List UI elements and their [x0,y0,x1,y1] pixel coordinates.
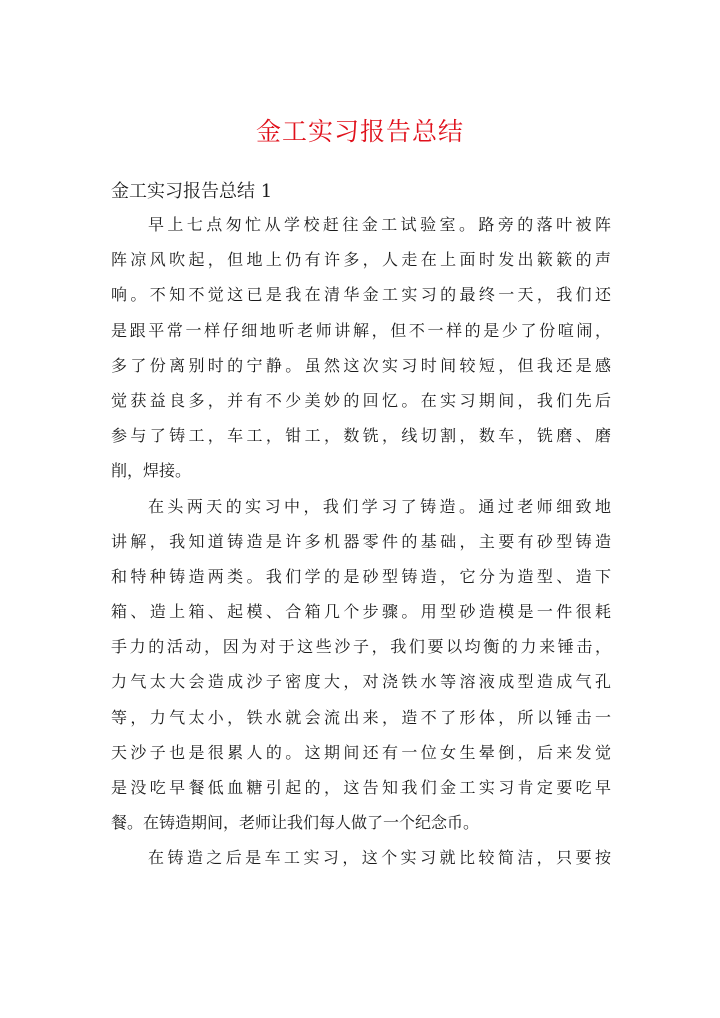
paragraph-line: 是没吃早餐低血糖引起的，这告知我们金工实习肯定要吃早 [111,778,611,797]
paragraph-line: 响。不知不觉这已是我在清华金工实习的最终一天，我们还 [111,285,611,305]
paragraph-line: 阵凉风吹起，但地上仍有许多，人走在上面时发出簌簌的声 [111,250,611,270]
section-heading: 金工实习报告总结 1 [111,181,273,202]
paragraph-line: 天沙子也是很累人的。这期间还有一位女生晕倒，后来发觉 [111,742,611,762]
paragraph-line: 等，力气太小，铁水就会流出来，造不了形体，所以锤击一 [111,707,611,727]
paragraph-line: 早上七点匆忙从学校赶往金工试验室。路旁的落叶被阵 [148,215,611,234]
paragraph-line: 力气太大会造成沙子密度大，对浇铁水等溶液成型造成气孔 [111,672,611,692]
paragraph-line: 箱、造上箱、起模、合箱几个步骤。用型砂造模是一件很耗 [111,602,611,622]
paragraph-line: 参与了铸工，车工，钳工，数铣，线切割，数车，铣磨、磨 [111,426,611,446]
paragraph [111,212,611,494]
paragraph-line: 多了份离别时的宁静。虽然这次实习时间较短，但我还是感 [111,355,611,375]
paragraph-line: 是跟平常一样仔细地听老师讲解，但不一样的是少了份喧闹， [111,320,611,340]
paragraph [111,845,611,880]
paragraph-line: 觉获益良多，并有不少美妙的回忆。在实习期间，我们先后 [111,390,611,410]
paragraph-line: 在头两天的实习中，我们学习了铸造。通过老师细致地 [148,496,611,516]
paragraph-line: 在铸造之后是车工实习，这个实习就比较简洁，只要按 [148,848,611,868]
paragraph-line: 餐。在铸造期间，老师让我们每人做了一个纪念币。 [111,813,480,833]
document-body [111,212,611,881]
paragraph [111,494,611,846]
paragraph-line: 讲解，我知道铸造是许多机器零件的基础，主要有砂型铸造 [111,531,611,551]
document-title: 金工实习报告总结 [255,117,464,146]
paragraph-line: 和特种铸造两类。我们学的是砂型铸造，它分为造型、造下 [111,566,611,586]
paragraph-line: 削，焊接。 [111,461,192,481]
paragraph-line: 手力的活动，因为对于这些沙子，我们要以均衡的力来锤击， [111,637,611,657]
